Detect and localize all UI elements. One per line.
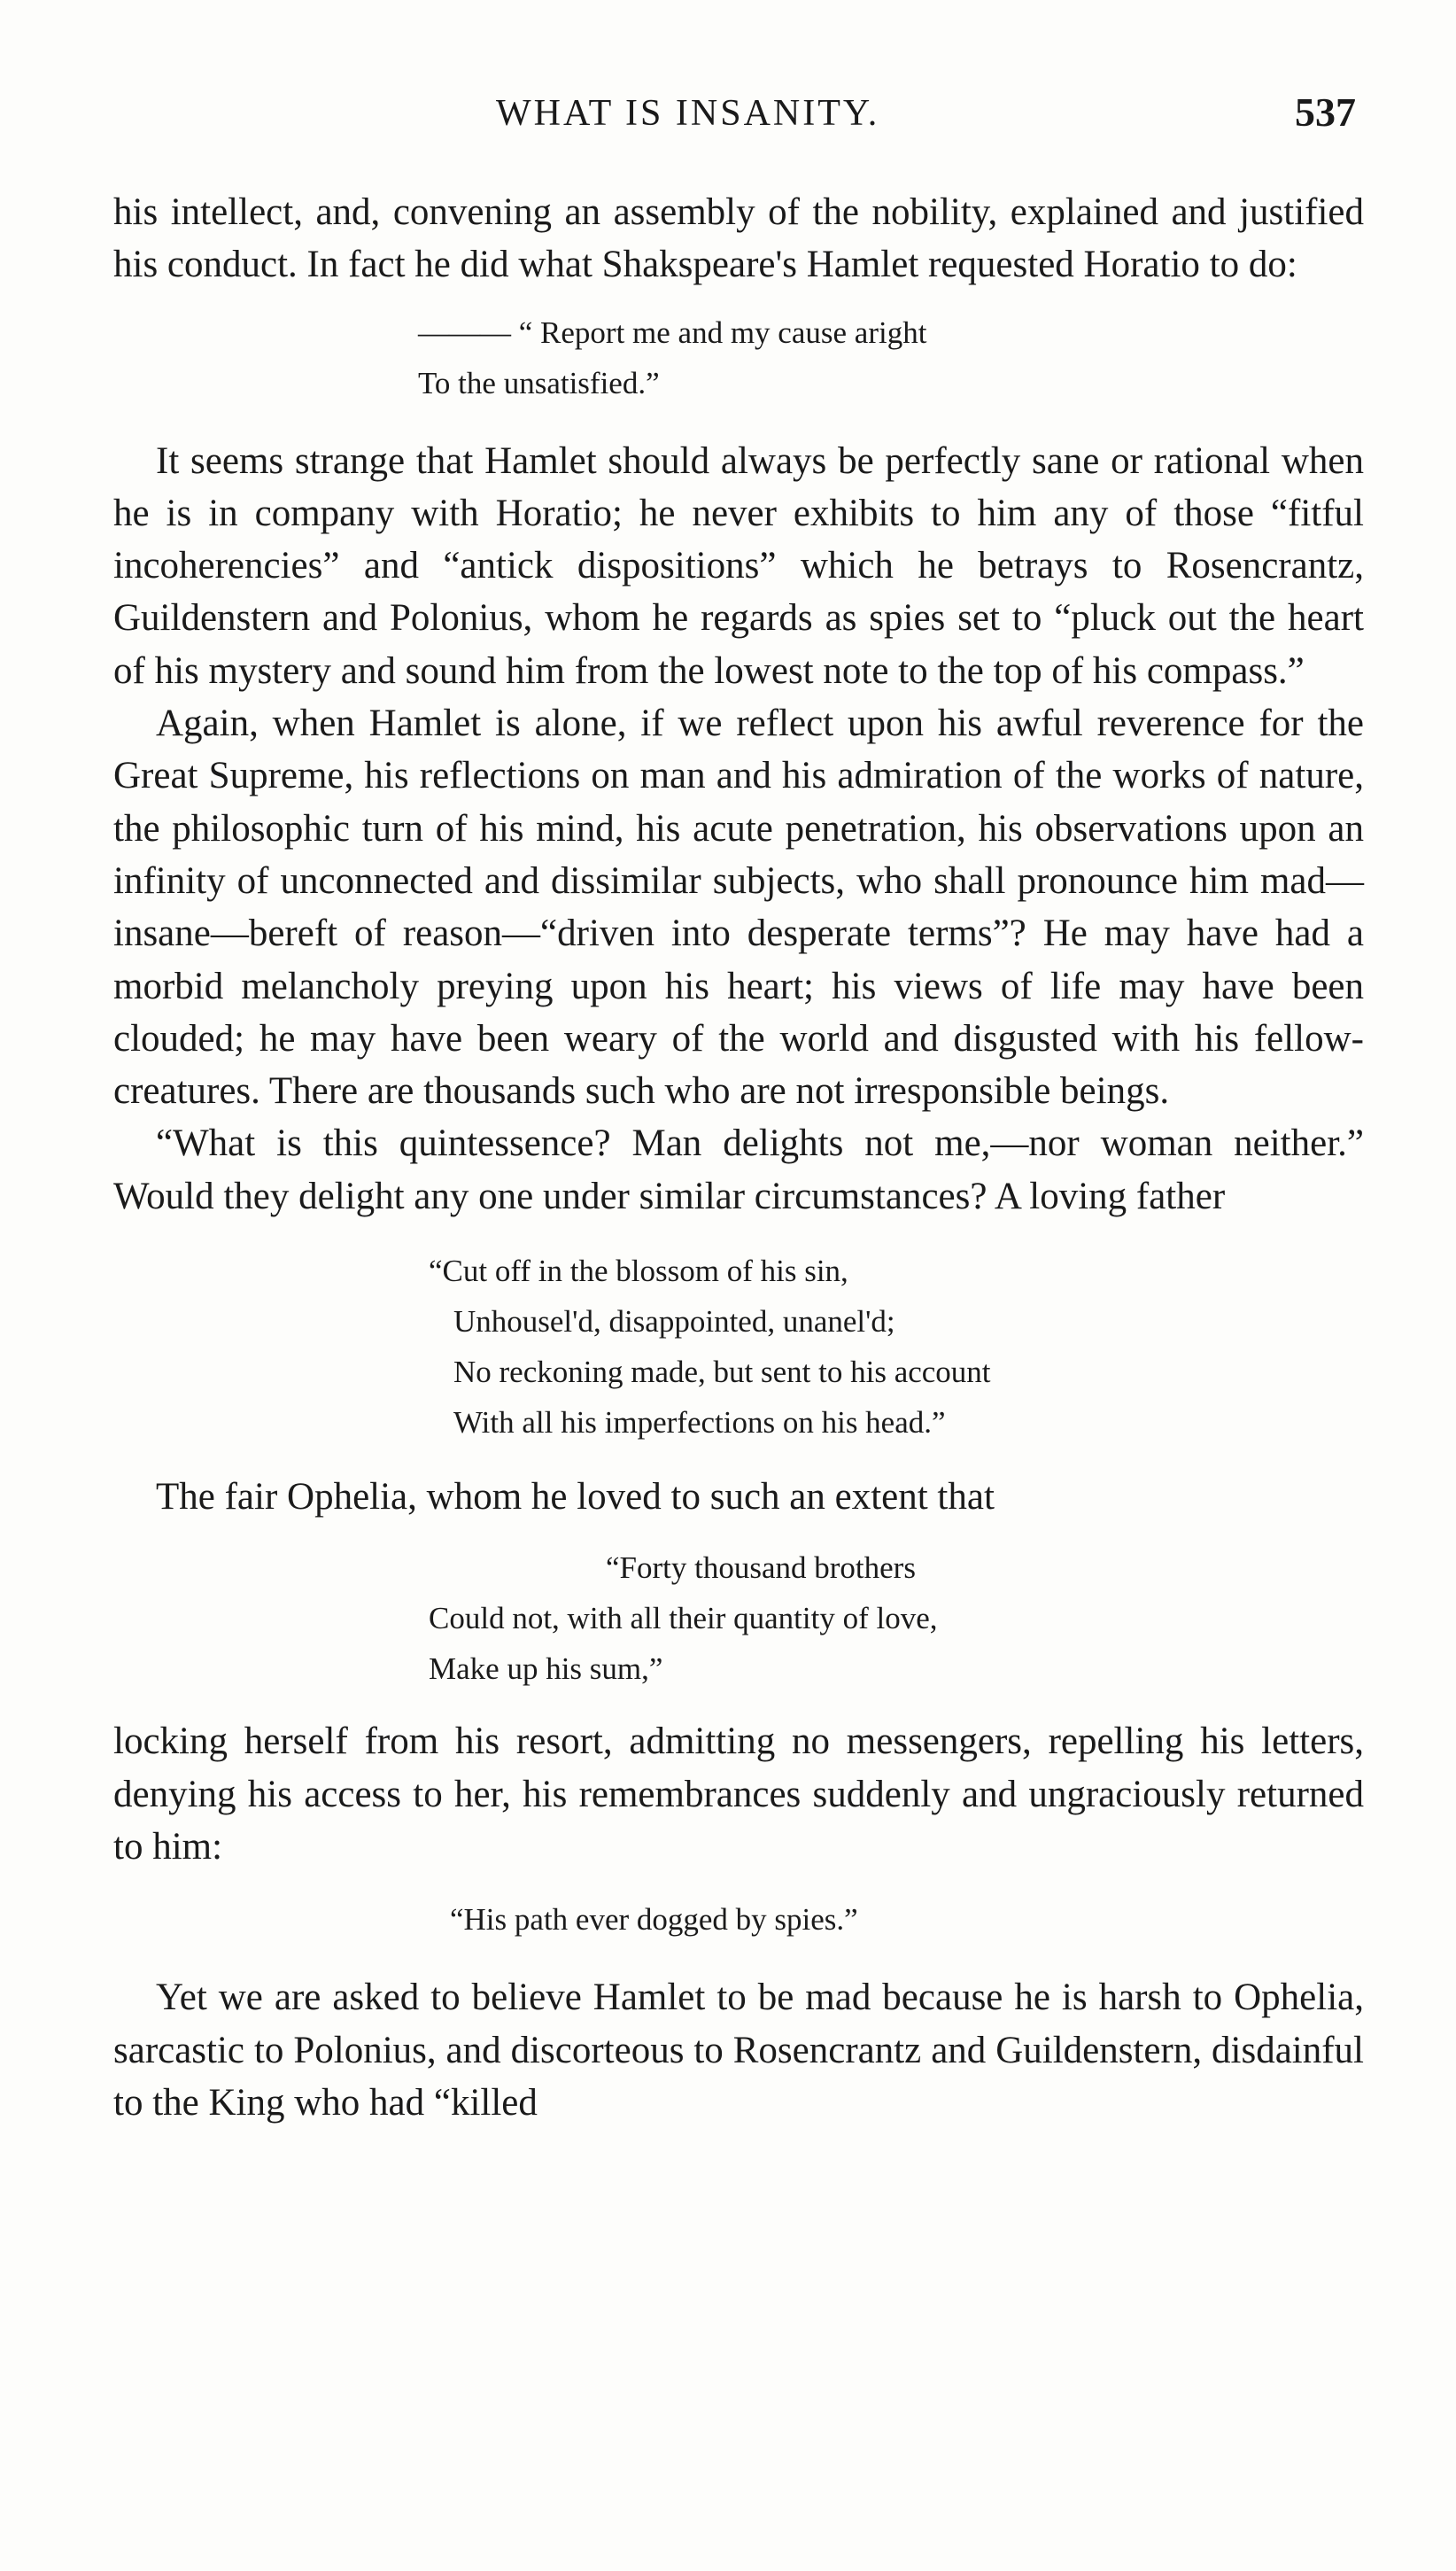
quote-line: “Forty thousand brothers [606, 1550, 916, 1586]
paragraph-7: Yet we are asked to believe Hamlet to be mad because he is harsh to Ophelia, sarcastic to Polonius, and discorteous to Rosencrantz and Guildenstern, disdainful to the King who had “killed [113, 1977, 1364, 2124]
quote-line: “Cut off in the blossom of his sin, [429, 1254, 848, 1289]
quote-report-me [113, 307, 1364, 408]
running-title: WHAT IS INSANITY. [496, 93, 880, 134]
quote-line: No reckoning made, but sent to his account [453, 1355, 991, 1390]
quote-line: Unhousel'd, disappointed, unanel'd; [453, 1304, 895, 1340]
quote-cut-off [113, 1246, 1364, 1448]
page-number: 537 [1295, 89, 1356, 135]
quote-line: “His path ever dogged by spies.” [450, 1902, 858, 1938]
quote-path-dogged [113, 1894, 1364, 1945]
paragraph-6: locking herself from his resort, admitting no messengers, repelling his letters, denying his access to her, his remembrances suddenly and ungraciously returned to him: [113, 1720, 1364, 1868]
quote-line: To the unsatisfied.” [418, 365, 660, 400]
paragraph-1: his intellect, and, convening an assembly of the nobility, explained and justified his conduct. In fact he did what Shakspeare's Hamlet requested Horatio to do: [113, 191, 1364, 286]
quote-forty-thousand [113, 1542, 1364, 1694]
paragraph-3: Again, when Hamlet is alone, if we reflect upon his awful reverence for the Great Supreme, his reflections on man and his admiration of the works of nature, the philosophic turn of his mind, his acute penetration, his observations upon an infinity of unconnected and dissimilar subjects, who shall pronounce him mad—insane—bereft of reason—“driven into desperate terms”? He may have had a morbid melancholy preying upon his heart; his views of life may have been clouded; he may have been weary of the world and disgusted with his fellow-creatures. There are thousands such who are not irresponsible beings. [113, 703, 1364, 1113]
quote-line: Could not, with all their quantity of love, [429, 1601, 938, 1636]
paragraph-2: It seems strange that Hamlet should always be perfectly sane or rational when he is in company with Horatio; he never exhibits to him any of those “fitful incoherencies” and “antick dispositions” which he betrays to Rosencrantz, Guildenstern and Polonius, whom he regards as spies set to “pluck out the heart of his mystery and sound him from the lowest note to the top of his compass.” [113, 439, 1364, 692]
quote-line: With all his imperfections on his head.” [453, 1405, 946, 1441]
paragraph-5: The fair Ophelia, whom he loved to such an extent that [156, 1476, 995, 1519]
page-body [113, 186, 1364, 2129]
quote-line: ——— “ Report me and my cause aright [418, 315, 927, 350]
paragraph-4: “What is this quintessence? Man delights not me,—nor woman neither.” Would they delight any one under similar circumstances? A loving father [113, 1122, 1364, 1217]
quote-line: Make up his sum,” [429, 1651, 663, 1687]
